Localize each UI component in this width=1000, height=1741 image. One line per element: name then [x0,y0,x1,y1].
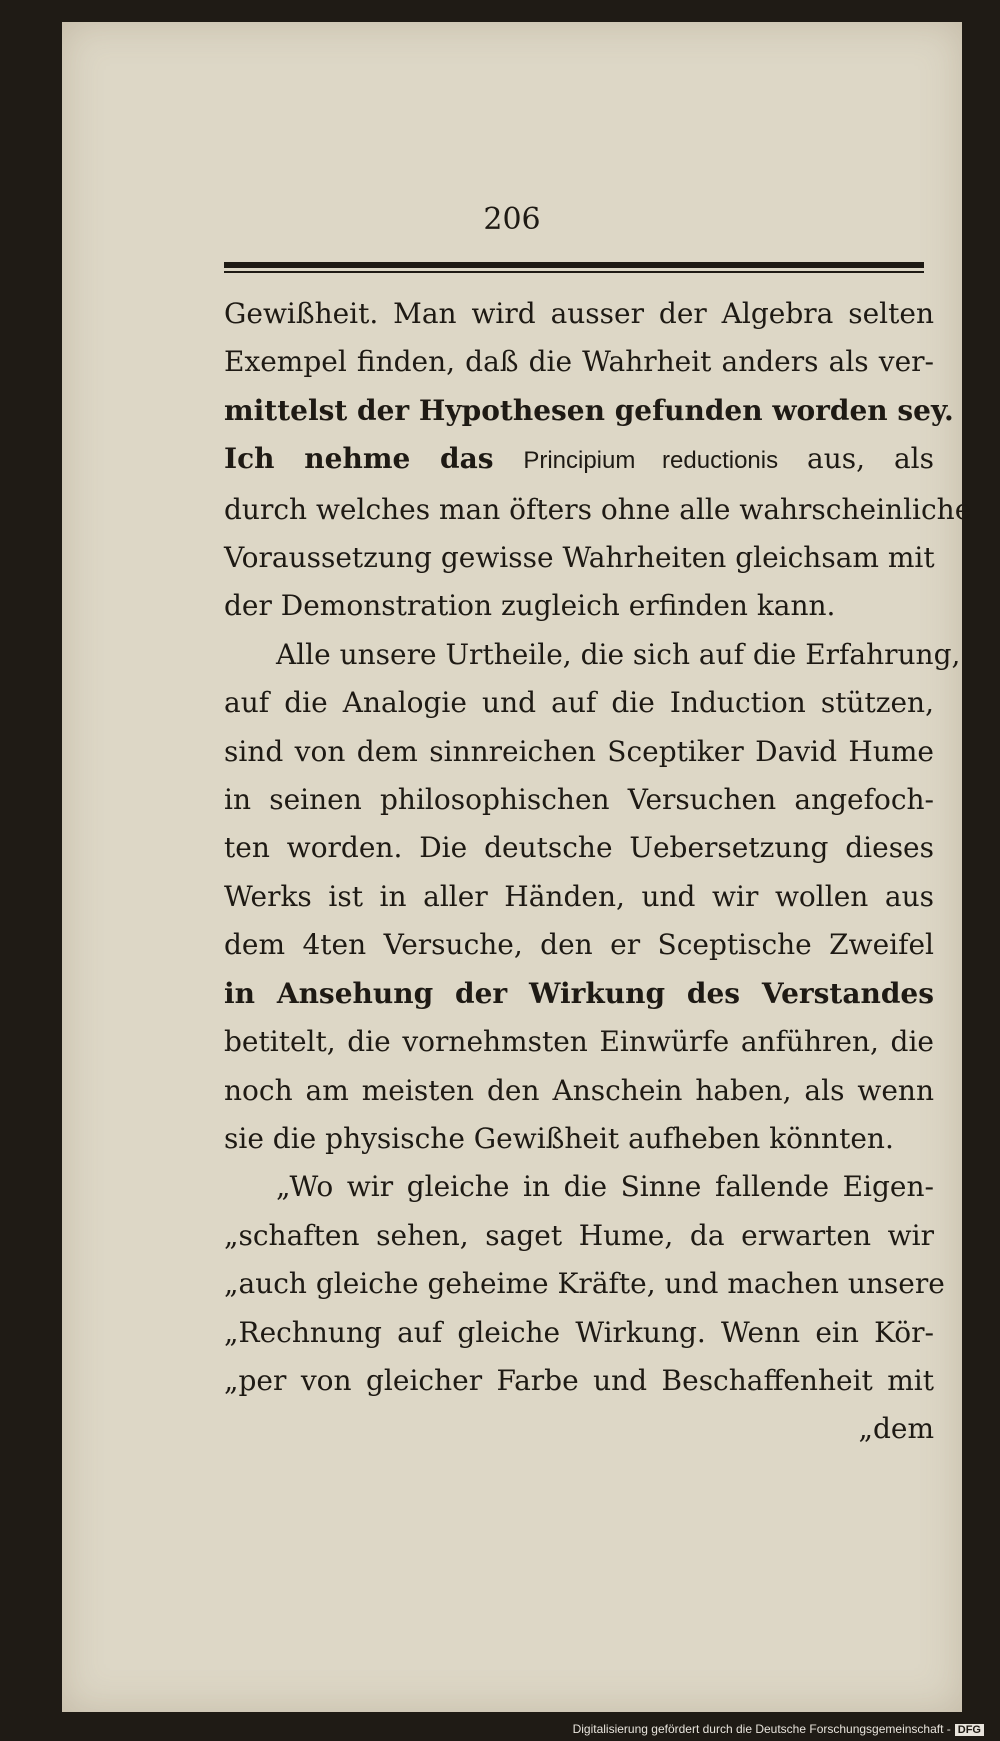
text-line: Alle unsere Urtheile, die sich auf die Erfahrung, [276,637,961,671]
text-line: Werks ist in aller Händen, und wir wollen aus [224,879,934,913]
text-line: sind von dem sinnreichen Sceptiker David Hume [224,734,934,768]
text-line: Voraussetzung gewisse Wahrheiten gleichsam mit [224,541,935,575]
text-line: betitelt, die vornehmsten Einwürfe anführen, die [224,1025,934,1059]
text-line: in seinen philosophischen Versuchen angefoch- [224,783,934,817]
catchword: „dem [858,1412,934,1446]
dfg-logo: DFG [955,1724,984,1736]
credit-text: Digitalisierung gefördert durch die Deutsche Forschungsgemeinschaft - [572,1722,951,1736]
text-line: „schaften sehen, saget Hume, da erwarten wir [224,1218,934,1252]
text-line: sie die physische Gewißheit aufheben könnten. [224,1121,894,1155]
digitization-credit [573,1722,984,1736]
text-line: dem 4ten Versuche, den er Sceptische Zweifel [224,928,934,962]
body-text [224,290,972,1454]
header-rule-thin [224,271,924,273]
text-line: Gewißheit. Man wird ausser der Algebra selten [224,297,934,330]
text-line: ten worden. Die deutsche Uebersetzung dieses [224,831,934,865]
text-line: Exempel finden, daß die Wahrheit anders als ver- [224,345,934,379]
text-segment: aus, als [778,442,934,476]
book-page [62,22,972,1712]
text-line: „per von gleicher Farbe und Beschaffenheit mit [224,1363,934,1397]
text-segment: Ich nehme das [224,442,524,476]
header-rule-thick [224,262,924,268]
text-line: „Rechnung auf gleiche Wirkung. Wenn ein Kör- [224,1315,934,1349]
text-line: in Ansehung der Wirkung des Verstandes [224,976,934,1010]
text-line: mittelst der Hypothesen gefunden worden sey. [224,393,954,427]
page-number: 206 [483,202,541,237]
text-line: „Wo wir gleiche in die Sinne fallende Eigen- [276,1170,934,1204]
text-line: der Demonstration zugleich erfinden kann. [224,589,836,623]
text-line [224,435,934,485]
text-line: noch am meisten den Anschein haben, als wenn [224,1073,934,1107]
text-line: auf die Analogie und auf die Induction stützen, [224,686,934,720]
latin-phrase: Principium reductionis [523,447,779,475]
text-line: durch welches man öfters ohne alle wahrscheinliche [224,492,972,526]
text-line: „auch gleiche geheime Kräfte, und machen unsere [224,1267,945,1301]
